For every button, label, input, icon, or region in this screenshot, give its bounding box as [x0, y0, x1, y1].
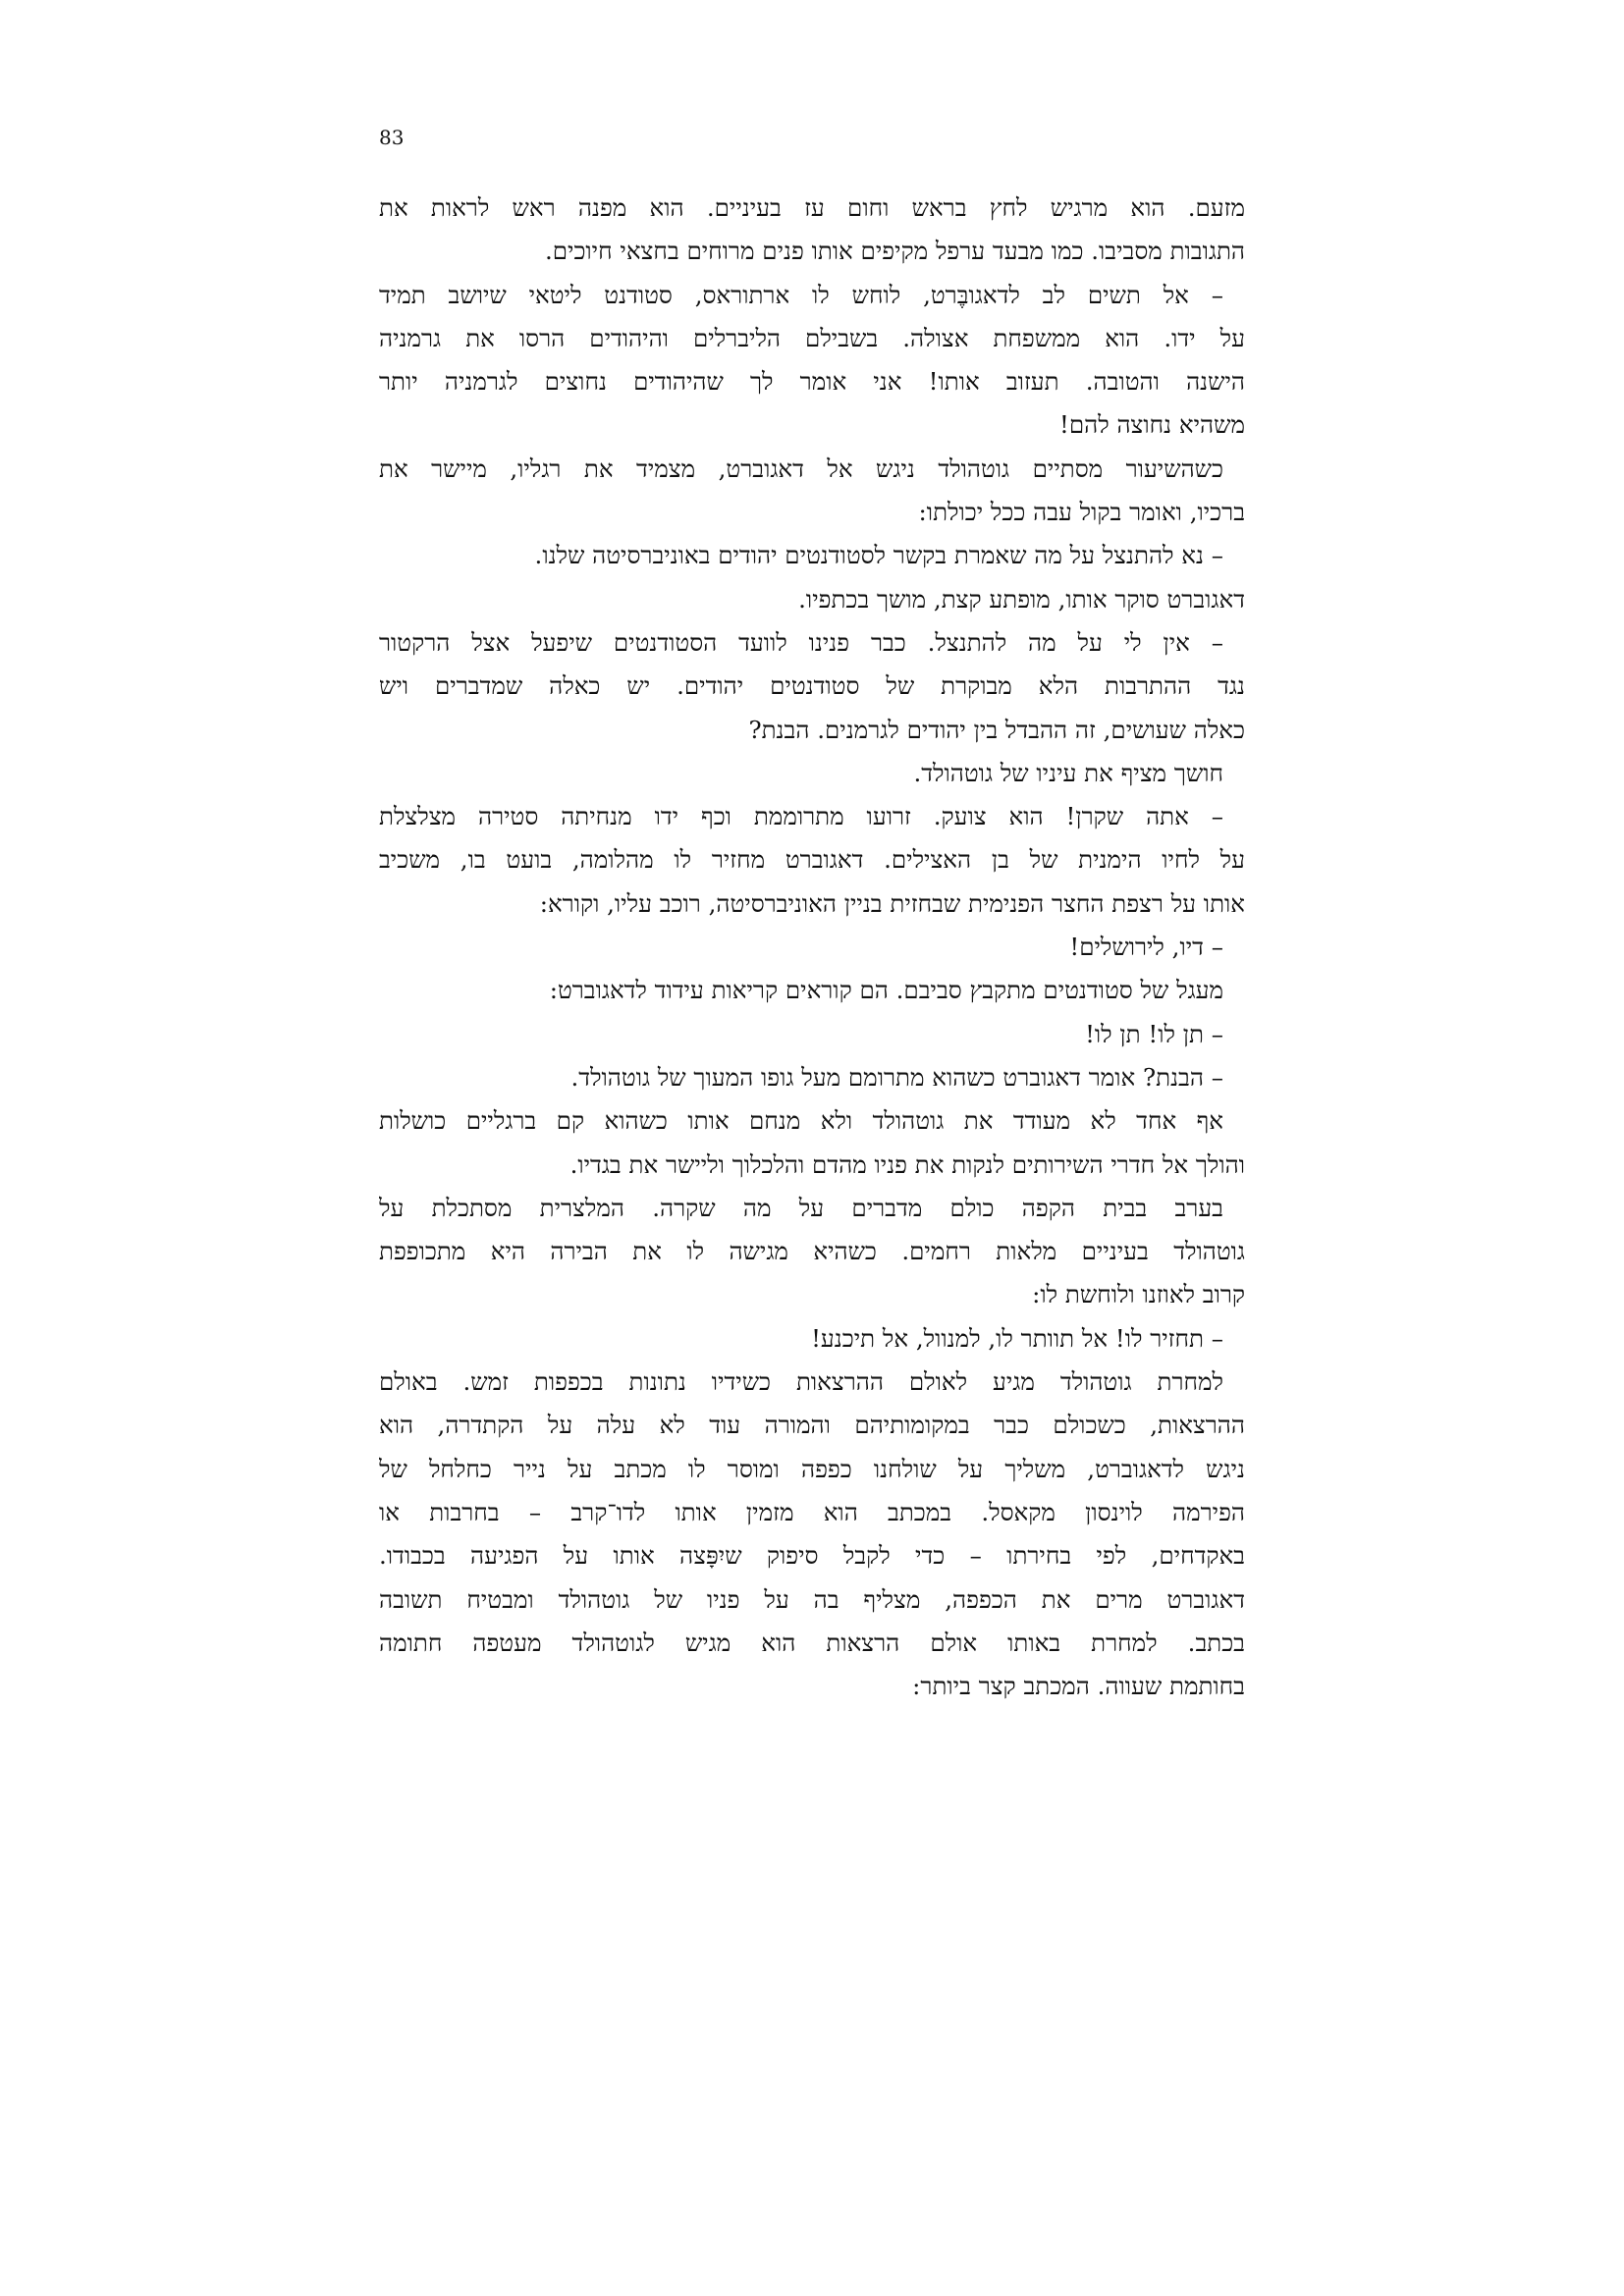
text-line: – אל תשים לב לדאגובֶּרט, לוחש לו ארתוראס, סטודנט ליטאי שיושב תמיד — [379, 280, 1223, 309]
text-line: אותו על רצפת החצר הפנימית שבחזית בניין האוניברסיטה, רוכב עליו, וקורא: — [539, 888, 1245, 918]
page-number: 83 — [379, 126, 405, 149]
text-line: דאגוברט סוקר אותו, מופתע קצת, מושך בכתפיו. — [798, 584, 1245, 614]
text-line: הישנה והטובה. תעזוב אותו! אני אומר לך שהיהודים נחוצים לגרמניה יותר — [379, 367, 1245, 397]
text-line: התגובות מסביבו. כמו מבעד ערפל מקיפים אותו פנים מרוחים בחצאי חיוכים. — [544, 237, 1245, 266]
text-line: באקדחים, לפי בחירתו – כדי לקבל סיפוק שיִפָּצה אותו על הפגיעה בכבודו. — [379, 1541, 1245, 1571]
text-line: קרוב לאוזנו ולוחשת לו: — [1032, 1280, 1245, 1309]
text-line: ברכיו, ואומר בקול עבה ככל יכולתו: — [918, 498, 1245, 527]
body-text — [379, 187, 1245, 1708]
text-line: על ידו. הוא ממשפחת אצולה. בשבילם הליברלים והיהודים הרסו את גרמניה — [379, 323, 1245, 352]
text-line: בכתב. למחרת באותו אולם הרצאות הוא מגיש לגוטהולד מעטפה חתומה — [379, 1628, 1245, 1657]
text-line: בחותמת שעווה. המכתב קצר ביותר: — [912, 1672, 1245, 1701]
text-line: גוטהולד בעיניים מלאות רחמים. כשהיא מגישה לו את הבירה היא מתכופפת — [379, 1237, 1245, 1266]
text-line: אף אחד לא מעודד את גוטהולד ולא מנחם אותו כשהוא קם ברגליים כושלות — [379, 1106, 1223, 1136]
text-line: – אין לי על מה להתנצל. כבר פנינו לוועד הסטודנטים שיפעל אצל הרקטור — [379, 627, 1223, 657]
text-line: – נא להתנצל על מה שאמרת בקשר לסטודנטים יהודים באוניברסיטה שלנו. — [534, 541, 1223, 570]
text-line: – אתה שקרן! הוא צועק. זרועו מתרוממת וכף ידו מנחיתה סטירה מצלצלת — [379, 802, 1223, 831]
text-line: – תחזיר לו! אל תוותר לו, למנוול, אל תיכנע! — [811, 1323, 1223, 1353]
text-line: – הבנת? אומר דאגוברט כשהוא מתרומם מעל גופו המעוך של גוטהולד. — [570, 1062, 1223, 1092]
text-line: – דיו, לירושלים! — [1069, 933, 1223, 962]
text-line: כשהשיעור מסתיים גוטהולד ניגש אל דאגוברט, מצמיד את רגליו, מיישר את — [379, 454, 1223, 483]
text-line: – תן לו! תן לו! — [1085, 1019, 1223, 1048]
text-line: על לחיו הימנית של בן האצילים. דאגוברט מחזיר לו מהלומה, בועט בו, משכיב — [379, 845, 1245, 875]
text-line: נגד ההתרבות הלא מבוקרת של סטודנטים יהודים. יש כאלה שמדברים ויש — [379, 671, 1245, 701]
text-line: ניגש לדאגוברט, משליך על שולחנו כפפה ומוסר לו מכתב על נייר כחלחל של — [379, 1454, 1245, 1483]
text-line: למחרת גוטהולד מגיע לאולם ההרצאות כשידיו נתונות בכפפות זמש. באולם — [379, 1367, 1223, 1397]
text-line: מעגל של סטודנטים מתקבץ סביבם. הם קוראים קריאות עידוד לדאגוברט: — [549, 976, 1223, 1005]
text-line: בערב בבית הקפה כולם מדברים על מה שקרה. המלצרית מסתכלת על — [379, 1193, 1223, 1222]
text-line: כאלה שעושים, זה ההבדל בין יהודים לגרמנים. הבנת? — [748, 715, 1245, 744]
text-line: והולך אל חדרי השירותים לנקות את פניו מהדם והלכלוך וליישר את בגדיו. — [569, 1149, 1245, 1179]
text-line: ההרצאות, כשכולם כבר במקומותיהם והמורה עוד לא עלה על הקתדרה, הוא — [379, 1411, 1245, 1440]
text-line: מזעם. הוא מרגיש לחץ בראש וחום עז בעיניים. הוא מפנה ראש לראות את — [379, 193, 1245, 222]
text-line: חושך מציף את עיניו של גוטהולד. — [913, 758, 1223, 787]
text-line: משהיא נחוצה להם! — [1058, 410, 1245, 440]
text-line: הפירמה לוינסון מקאסל. במכתב הוא מזמין אותו לדו־קרב – בחרבות או — [379, 1497, 1245, 1526]
text-line: דאגוברט מרים את הכפפה, מצליף בה על פניו של גוטהולד ומבטיח תשובה — [379, 1584, 1245, 1614]
